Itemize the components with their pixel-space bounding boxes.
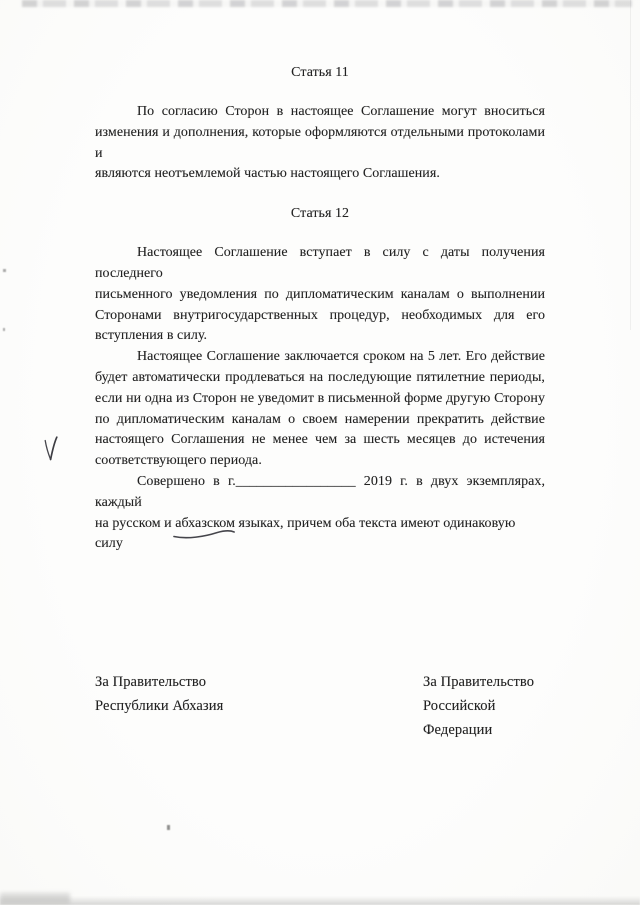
- bottom-edge-shadow: [0, 896, 640, 905]
- handwritten-underlined-word: абхазском: [175, 514, 235, 535]
- signature-right-line2: Российской Федерации: [423, 698, 496, 739]
- paragraph: [95, 472, 545, 555]
- handwritten-underline-icon: [173, 529, 235, 539]
- paragraph-line: на русском и абхазском языках, причем оба текста имеют одинаковую силу: [95, 515, 516, 552]
- scan-speck: [167, 825, 170, 830]
- paragraph-line: изменения и дополнения, которые оформляются отдельными протоколами и: [95, 124, 545, 161]
- signature-right-line1: За Правительство: [423, 674, 535, 691]
- paragraph-line: являются неотъемлемой частью настоящего Соглашения.: [95, 166, 440, 182]
- paragraph-line: Сторонами внутригосударственных процедур, необходимых для его: [95, 307, 545, 323]
- paragraph-line: настоящего Соглашения не менее чем за шесть месяцев до истечения: [95, 432, 545, 448]
- document-body: [95, 62, 545, 742]
- scan-speck: [3, 269, 6, 272]
- paragraph-line: будет автоматически продлеваться на последующие пятилетние периоды,: [95, 369, 545, 385]
- paragraph-line: письменного уведомления по дипломатическим каналам о выполнении: [95, 286, 545, 302]
- paragraph: [95, 102, 545, 185]
- paragraph-line: если ни одна из Сторон не уведомит в письменной форме другую Сторону: [95, 390, 545, 406]
- signature-left-column: [95, 670, 423, 742]
- paragraph-line: вступления в силу.: [95, 328, 208, 344]
- top-edge-text-remnant: [22, 0, 632, 7]
- article-title: Статья 11: [291, 65, 349, 80]
- signature-block: [95, 670, 545, 742]
- signature-right-column: [423, 670, 545, 742]
- articles-container: [95, 62, 545, 555]
- signature-left-line1: За Правительство: [95, 674, 207, 691]
- paragraph: [95, 347, 545, 472]
- article-title: Статья 12: [290, 206, 350, 222]
- paragraph-line: По согласию Сторон в настоящее Соглашение могут вноситься: [137, 104, 545, 119]
- handwritten-check-mark-icon: [43, 436, 59, 463]
- scan-edge-line: [630, 0, 631, 330]
- paragraph-line: Совершено в г._________________ 2019 г. в двух экземплярах, каждый: [95, 473, 545, 510]
- paragraph-line: по дипломатическим каналам о своем намерении прекратить действие: [95, 411, 545, 427]
- scan-speck: [3, 328, 5, 331]
- paragraph-line: Настоящее Соглашение вступает в силу с даты получения последнего: [95, 245, 545, 281]
- paragraph-line: Настоящее Соглашение заключается сроком на 5 лет. Его действие: [137, 349, 545, 365]
- paragraph: [95, 243, 545, 347]
- signature-left-line2: Республики Абхазия: [95, 698, 224, 715]
- paragraph-line: соответствующего периода.: [95, 453, 262, 469]
